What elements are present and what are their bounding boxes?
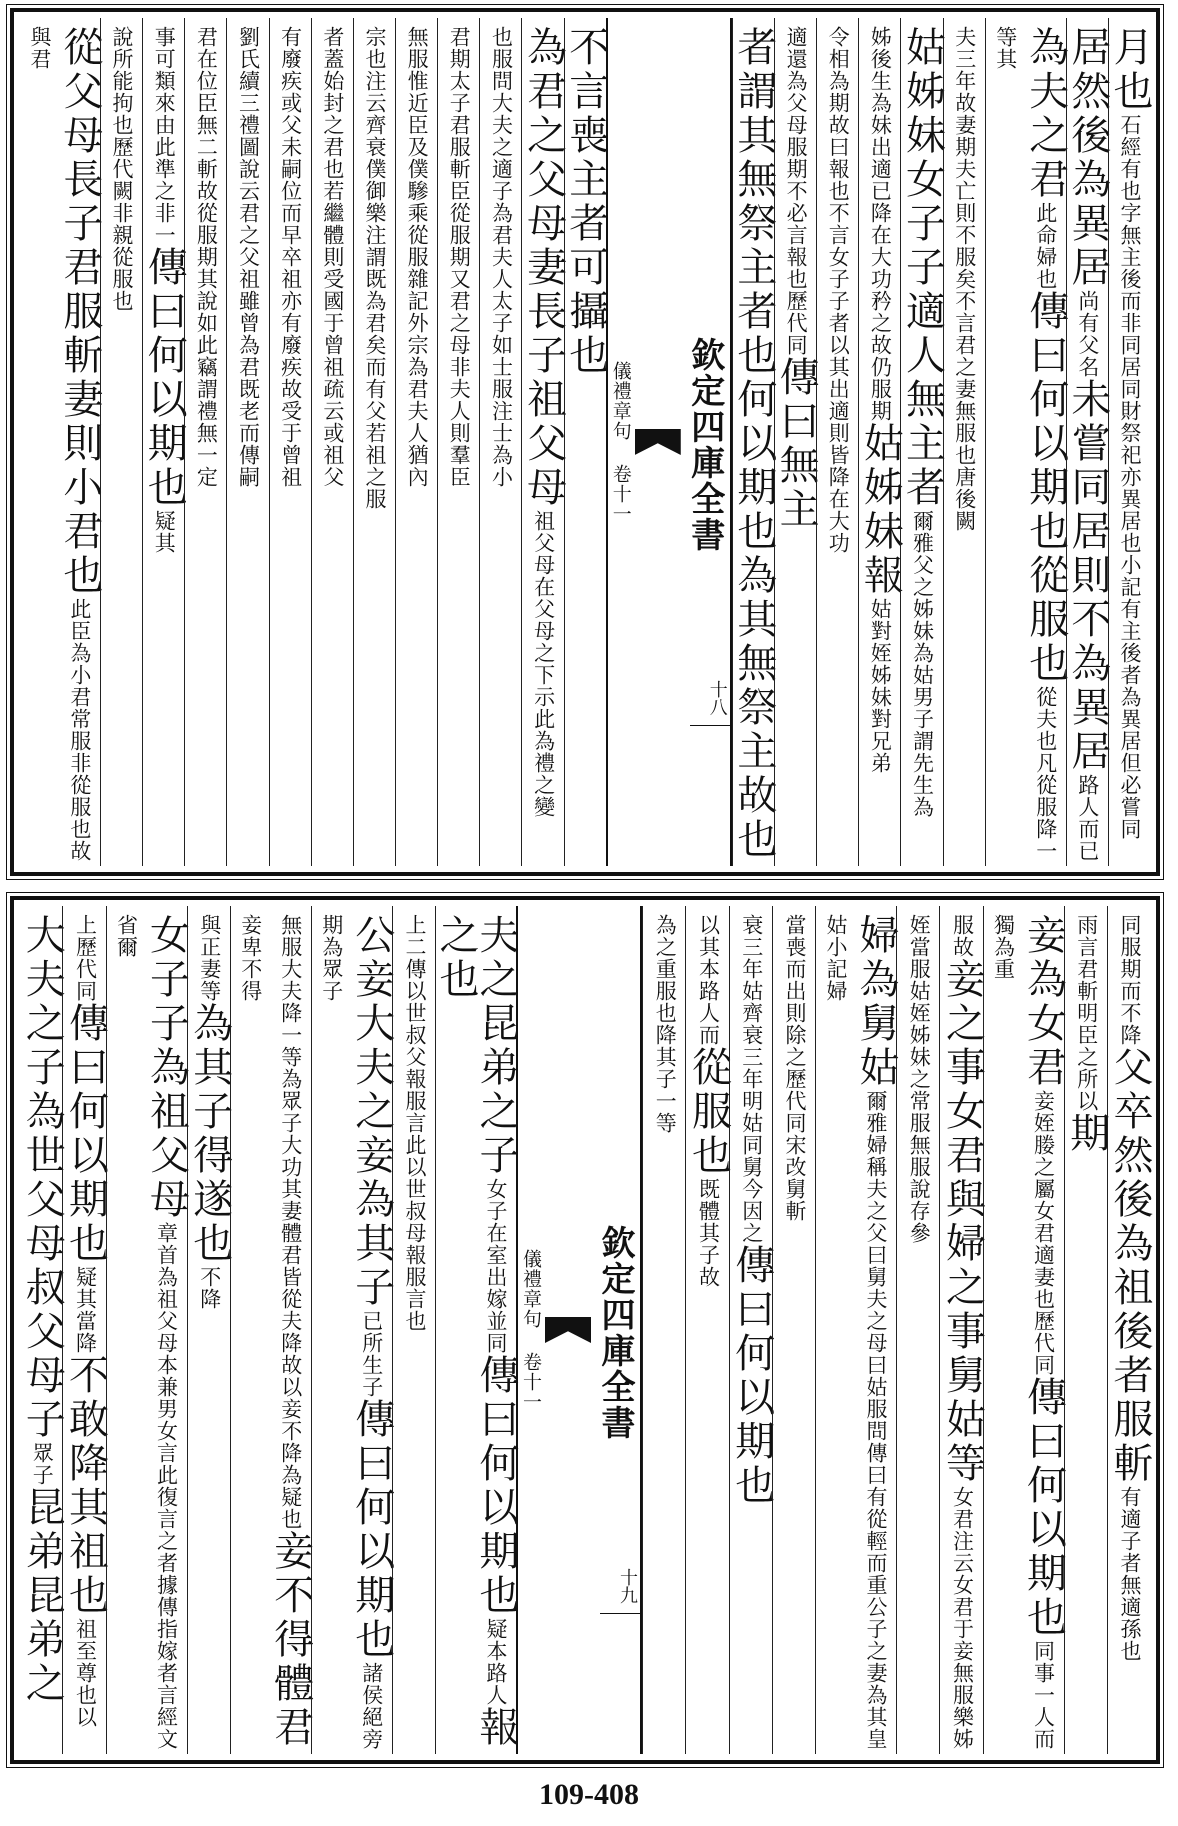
main-text: 婦為舅姑 — [853, 914, 899, 1090]
folio-rule — [600, 1613, 640, 1614]
annotation-text: 尚有父名 — [1075, 290, 1100, 378]
main-text: 傳曰何以期也 — [1020, 1376, 1067, 1640]
book-title: 欽定四庫全書 — [595, 1225, 635, 1441]
annotation-text: 夫三年故妻期夫亡則不服矣不言君之妻無服也 — [952, 26, 977, 466]
main-text: 妻則小君也 — [56, 378, 103, 598]
main-text: 姑 — [899, 26, 946, 70]
annotation-text: 說所能拘也 — [110, 26, 135, 136]
annotation-text: 上歷代同 — [73, 914, 98, 1002]
annotation-text: 也服問大夫之適子為君夫人太子如士服注士為小 — [489, 26, 514, 488]
annotation-text: 疑其當降 — [73, 1266, 98, 1354]
text-column — [730, 18, 777, 866]
annotation-text: 雨言君斬明臣之所以 — [1074, 914, 1099, 1112]
main-text: 姑姊妹報 — [857, 422, 904, 598]
folio-number: 十九 — [617, 1568, 638, 1604]
main-text: 為其子得遂也 — [186, 1002, 233, 1266]
main-text: 姊妹 — [899, 70, 946, 158]
annotation-text: 有廢疾或父未嗣位而早卒祖亦有廢疾故受于曾祖 — [278, 26, 303, 488]
fishtail-ornament-icon — [635, 429, 681, 455]
text-column — [20, 18, 103, 866]
main-text: 祖父母 — [520, 378, 567, 510]
chapter-label: 儀禮章句 卷十一 — [609, 360, 632, 524]
annotation-text: 令相為期故曰報也不言女子子者以其出適則皆降在大功 — [826, 26, 851, 554]
annotation-text: 僕御樂注謂既為君矣而有父若祖之服 — [362, 158, 387, 510]
annotation-text: 爾雅父之姊妹為姑男子謂先生為 — [910, 510, 935, 818]
text-column — [311, 906, 395, 1754]
main-text: 居然後為異居 — [1064, 26, 1111, 290]
main-text: 者謂其無祭主者也 — [730, 26, 777, 378]
annotation-text: 女君注云女君于妾無服樂姊 — [950, 1486, 975, 1750]
annotation-text: 唐後闕 — [952, 466, 977, 532]
text-column — [106, 906, 190, 1754]
text-column — [1064, 18, 1111, 866]
text-column — [269, 18, 311, 866]
annotation-text: 同事一人而獨為重 — [991, 914, 1056, 1750]
annotation-text: 從夫也凡從服降一等其 — [993, 26, 1058, 862]
book-title: 欽定四庫全書 — [684, 337, 725, 553]
main-text: 不敢降其祖也 — [62, 1354, 109, 1618]
annotation-text: 姑對姪姊妹對兄弟 — [868, 598, 893, 774]
main-text: 月也 — [1107, 26, 1153, 114]
annotation-text: 諸侯絕旁期為眾子 — [319, 914, 384, 1750]
annotation-text: 無服大夫降一等為眾子大功其妻體君皆從夫降故以妾不降為疑也 — [278, 914, 303, 1530]
annotation-text: 歷代同 — [784, 290, 809, 356]
upper-page-columns — [20, 18, 1153, 866]
text-column — [395, 18, 437, 866]
annotation-text: 祖至尊也 — [73, 1618, 98, 1706]
annotation-text: 姪當服姑姪姊妹之常服無服說存參 — [907, 914, 932, 1244]
text-column — [392, 906, 435, 1754]
main-text: 妻 — [520, 246, 567, 290]
lower-center-fold — [516, 906, 642, 1754]
main-text: 妾之事女君 — [939, 958, 986, 1178]
text-column — [311, 18, 353, 866]
main-text: 子 — [19, 1398, 66, 1442]
main-text: 妾不得體君 — [267, 1530, 314, 1750]
text-column — [1107, 906, 1153, 1754]
annotation-text: 有適子者無適孫也 — [1118, 1486, 1142, 1662]
main-text: 大夫之子為世父母 — [19, 914, 66, 1266]
annotation-text: 當喪而出則除之 — [783, 914, 807, 1068]
text-column — [899, 18, 946, 866]
text-column — [353, 18, 395, 866]
annotation-text: 君在位臣無二斬故從服期其說如此竊謂禮無一定 — [194, 26, 219, 488]
annotation-text: 適還為父母服期不必言報也 — [784, 26, 809, 290]
main-text: 未嘗同居則不為異居 — [1064, 378, 1111, 774]
main-text: 傳曰何以期也 — [473, 1354, 519, 1618]
text-column — [896, 906, 939, 1754]
main-text: 傳曰何以期也 — [728, 1244, 775, 1508]
annotation-text: 以 — [73, 1706, 98, 1728]
annotation-text: 疑其 — [152, 510, 177, 554]
text-column — [226, 18, 268, 866]
main-text: 適人無主者 — [899, 290, 946, 510]
text-column — [520, 18, 567, 866]
folio-number: 十八 — [706, 680, 728, 716]
annotation-text: 衰三年姑齊衰三年明姑同舅今因之 — [739, 914, 764, 1244]
main-text: 為君之父母 — [520, 26, 567, 246]
main-text: 與婦之事舅姑等 — [939, 1178, 986, 1486]
main-text: 期 — [1063, 1112, 1110, 1156]
annotation-text: 章首為祖父母本兼男女言此復言之者據傳指嫁者言經文省爾 — [114, 914, 179, 1750]
annotation-text: 者蓋始封之君也若繼體則受國于曾祖疏云或祖父 — [320, 26, 345, 488]
main-text: 夫之昆弟之子 — [473, 914, 519, 1178]
annotation-text: 疑本路人 — [484, 1618, 508, 1706]
annotation-text: 而不降 — [1118, 980, 1142, 1046]
annotation-text: 上二傳以世叔父報服言此以世叔母報服言也 — [403, 914, 427, 1332]
main-text: 父卒然後為祖後者服斬 — [1107, 1046, 1153, 1486]
main-text: 昆弟 — [19, 1486, 66, 1574]
text-column — [562, 18, 609, 866]
main-text: 從父母長子君服斬 — [56, 26, 103, 378]
main-text: 傳曰何以期也 — [1022, 290, 1069, 554]
scan-page-number: 109-408 — [539, 1778, 639, 1811]
text-column — [985, 18, 1069, 866]
annotation-text: 降其子一等 — [653, 1024, 678, 1134]
annotation-text: 小記有主後者為異居但必嘗同 — [1118, 554, 1142, 840]
main-text: 女子子 — [899, 158, 946, 290]
annotation-text: 為之重服也 — [653, 914, 678, 1024]
text-column — [141, 18, 188, 866]
main-text: 叔父母 — [19, 1266, 66, 1398]
main-text: 傳曰何以期也 — [62, 1002, 109, 1266]
text-column — [728, 906, 775, 1754]
annotation-text: 歷代闕 — [110, 136, 135, 202]
text-column — [943, 18, 985, 866]
text-column — [816, 18, 858, 866]
annotation-text: 路人而已 — [1075, 774, 1100, 862]
annotation-text: 君期太子君服斬臣從服期又君之母非夫人則羣臣 — [447, 26, 472, 488]
annotation-text: 同服期 — [1118, 914, 1142, 980]
annotation-text: 姊後生為妹出適已降在大功矜之故仍服期 — [868, 26, 893, 422]
annotation-text: 宗也注云齊衰 — [362, 26, 387, 158]
annotation-text: 此臣為小君常服非從服也故與君 — [27, 26, 92, 862]
annotation-text: 歷代同 — [1031, 1310, 1056, 1376]
main-text: 傳曰何以期也 — [348, 1398, 395, 1662]
annotation-text: 既體其子故 — [696, 1178, 721, 1288]
annotation-text: 歷代同宋改舅斬 — [783, 1068, 807, 1222]
annotation-text: 劉氏續三禮圖說云君之父祖雖曾為君既老而傳嗣 — [236, 26, 261, 488]
text-column — [815, 906, 899, 1754]
annotation-text: 妾姪媵之屬女君適妻也 — [1031, 1090, 1056, 1310]
annotation-text: 此命婦也 — [1033, 202, 1058, 290]
annotation-text: 祖父母在父母之下示此為禮之變 — [531, 510, 556, 818]
annotation-text: 非親從服也 — [110, 202, 135, 312]
main-text: 為夫之君 — [1022, 26, 1069, 202]
annotation-text: 不降 — [197, 1266, 222, 1310]
annotation-text: 服故 — [950, 914, 975, 958]
annotation-text: 以其本路人而 — [696, 914, 721, 1046]
text-column — [983, 906, 1067, 1754]
text-column — [437, 18, 479, 866]
text-column — [939, 906, 986, 1754]
main-text: 報之也 — [433, 914, 519, 1750]
main-text: 妾為女君 — [1020, 914, 1067, 1090]
fishtail-ornament-icon — [545, 1317, 591, 1343]
main-text: 女子子為祖父母 — [143, 914, 190, 1222]
annotation-text: 妻等 — [197, 958, 222, 1002]
text-column — [642, 906, 685, 1754]
main-text: 傳曰無主 — [773, 356, 820, 532]
text-column — [1107, 18, 1153, 866]
folio-rule — [690, 725, 730, 726]
annotation-text: 眾子 — [30, 1442, 55, 1486]
text-column — [1063, 906, 1110, 1754]
chapter-label: 儀禮章句 卷十一 — [520, 1248, 542, 1412]
annotation-text: 與正 — [197, 914, 222, 958]
lower-page — [10, 896, 1160, 1764]
upper-center-fold — [606, 18, 732, 866]
text-column — [186, 906, 233, 1754]
text-column — [773, 18, 820, 866]
main-text: 從服也 — [685, 1046, 732, 1178]
text-column — [19, 906, 66, 1754]
text-column — [685, 906, 732, 1754]
text-column — [100, 18, 142, 866]
main-text: 昆弟之 — [19, 1574, 66, 1706]
annotation-text: 妾卑不得 — [238, 914, 263, 1002]
annotation-text: 女子在室出嫁並同 — [484, 1178, 508, 1354]
main-text: 為其無祭主故也 — [730, 554, 777, 862]
main-text: 傳曰何以期也 — [141, 246, 188, 510]
annotation-text: 爾雅婦稱夫之父曰舅夫之母曰姑服問傳曰有從輕而重公子之妻為其皇姑小記婦 — [824, 914, 888, 1750]
text-column — [433, 906, 519, 1754]
main-text: 不言喪主者可攝也 — [562, 26, 609, 378]
main-text: 公妾大夫之妾為其子 — [348, 914, 395, 1310]
main-text: 從服也 — [1022, 554, 1069, 686]
text-column — [62, 906, 109, 1754]
text-column — [479, 18, 521, 866]
annotation-text: 無服惟近臣及僕驂乘從服雜記外宗為君夫人猶內 — [405, 26, 430, 488]
text-column — [184, 18, 226, 866]
annotation-text: 石經有也字無主後而非同居同財祭祀亦異居也 — [1118, 114, 1142, 554]
upper-page — [10, 8, 1160, 876]
annotation-text: 事可類來由此準之非一 — [152, 26, 177, 246]
text-column — [857, 18, 904, 866]
annotation-text: 已所生子 — [359, 1310, 384, 1398]
text-column — [772, 906, 815, 1754]
main-text: 何以期也 — [730, 378, 777, 554]
lower-page-columns — [19, 906, 1153, 1754]
text-column — [230, 906, 314, 1754]
main-text: 長子 — [520, 290, 567, 378]
